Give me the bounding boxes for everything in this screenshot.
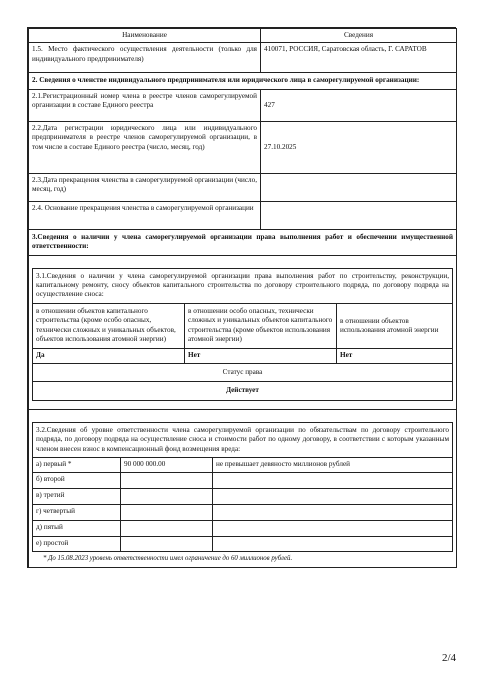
- sub-3-2-text: 3.2.Сведения об уровне ответственности члена саморегулируемой организации по обязательствам по договору строительного подряда, по договору подряда на осуществление сноса и стоимости работ по одному договору, в соответствии с которым указанным членом внесен взнос в компенсационный фонд возмещения вреда:: [33, 422, 453, 457]
- status-value-row: [33, 382, 453, 400]
- row-2-3: [29, 173, 457, 201]
- level-amount: [121, 504, 213, 520]
- sub-3-1-text-row: [33, 268, 453, 303]
- level-amount: [121, 520, 213, 536]
- level-row: [33, 520, 453, 536]
- level-name: д) пятый: [33, 520, 121, 536]
- status-label: Статус права: [33, 363, 453, 381]
- section-2-title-row: [29, 73, 457, 89]
- level-name: е) простой: [33, 536, 121, 551]
- level-desc: не превышает девяносто миллионов рублей: [213, 457, 453, 472]
- level-row: [33, 488, 453, 504]
- col-hazardous-objects: в отношении особо опасных, технически сложных и уникальных объектов капитального строительства (кроме объектов использования атомной энергии): [185, 303, 337, 349]
- row-2-2: [29, 121, 457, 173]
- sub-3-1-text: 3.1.Сведения о наличии у члена саморегулируемой организации права выполнения работ по строительству, реконструкции, капитальному ремонту, сносу объектов капитального строительства по договору строительного подряда, по договору подряда на осуществление сноса:: [33, 268, 453, 303]
- sub-3-1-cols-row: [33, 303, 453, 349]
- level-name: г) четвертый: [33, 504, 121, 520]
- level-amount: 90 000 000.00: [121, 457, 213, 472]
- level-desc: [213, 472, 453, 488]
- level-row: [33, 536, 453, 551]
- row-2-4-value: [261, 201, 457, 229]
- level-desc: [213, 488, 453, 504]
- main-table: [28, 28, 457, 568]
- val-nuclear: Нет: [337, 349, 453, 363]
- val-regular: Да: [33, 349, 185, 363]
- row-2-3-label: 2.3.Дата прекращения членства в саморегулируемой организации (число, месяц, год): [29, 173, 261, 201]
- level-desc: [213, 504, 453, 520]
- section-3-1-row: [29, 255, 457, 409]
- level-desc: [213, 520, 453, 536]
- col-regular-objects: в отношении объектов капитального строительства (кроме особо опасных, технически сложных и уникальных объектов, объектов использования атомной энергии): [33, 303, 185, 349]
- section-3-title-row: [29, 229, 457, 255]
- section-3-title: 3.Сведения о наличии у члена саморегулируемой организации права выполнения работ и обеспечении имущественной ответственности:: [29, 229, 457, 255]
- level-name: а) первый *: [33, 457, 121, 472]
- header-info: Сведения: [261, 29, 457, 43]
- sub-3-2-text-row: [33, 422, 453, 457]
- level-name: б) второй: [33, 472, 121, 488]
- row-1-5: [29, 43, 457, 73]
- status-label-row: [33, 363, 453, 381]
- row-2-1: [29, 89, 457, 121]
- section-3-1-cell: [29, 255, 457, 409]
- row-2-4: [29, 201, 457, 229]
- page-number: 2/4: [441, 652, 456, 664]
- level-amount: [121, 536, 213, 551]
- sub-3-2-table: [32, 422, 453, 552]
- row-2-1-value: 427: [261, 89, 457, 121]
- col-nuclear-objects: в отношении объектов использования атомной энергии: [337, 303, 453, 349]
- section-3-2-cell: [29, 409, 457, 568]
- level-amount: [121, 488, 213, 504]
- row-2-1-label: 2.1.Регистрационный номер члена в реестре членов саморегулируемой организации в составе Единого реестра: [29, 89, 261, 121]
- header-name: Наименование: [29, 29, 261, 43]
- status-value: Действует: [33, 382, 453, 400]
- section-2-title: 2. Сведения о членстве индивидуального предпринимателя или юридического лица в саморегулируемой организации:: [29, 73, 457, 89]
- row-2-3-value: [261, 173, 457, 201]
- row-2-4-label: 2.4. Основание прекращения членства в саморегулируемой организации: [29, 201, 261, 229]
- section-3-2-row: [29, 409, 457, 568]
- row-2-2-value: 27.10.2025: [261, 121, 457, 173]
- level-amount: [121, 472, 213, 488]
- row-1-5-value: 410071, РОССИЯ, Саратовская область, Г. САРАТОВ: [261, 43, 457, 73]
- row-1-5-label: 1.5. Место фактического осуществления деятельности (только для индивидуального предпринимателя): [29, 43, 261, 73]
- header-row: [29, 29, 457, 43]
- level-desc: [213, 536, 453, 551]
- row-2-2-label: 2.2.Дата регистрации юридического лица или индивидуального предпринимателя в реестре членов саморегулируемой организации, в том числе в составе Единого реестра (число, месяц, год): [29, 121, 261, 173]
- level-row: [33, 472, 453, 488]
- footnote: * До 15.08.2023 уровень ответственности имел ограничение до 60 миллионов рублей.: [43, 554, 293, 562]
- level-name: в) третий: [33, 488, 121, 504]
- document-frame: [27, 27, 456, 568]
- sub-3-1-vals-row: [33, 349, 453, 363]
- val-hazardous: Нет: [185, 349, 337, 363]
- level-row: [33, 504, 453, 520]
- level-row: [33, 457, 453, 472]
- sub-3-1-table: [32, 268, 453, 401]
